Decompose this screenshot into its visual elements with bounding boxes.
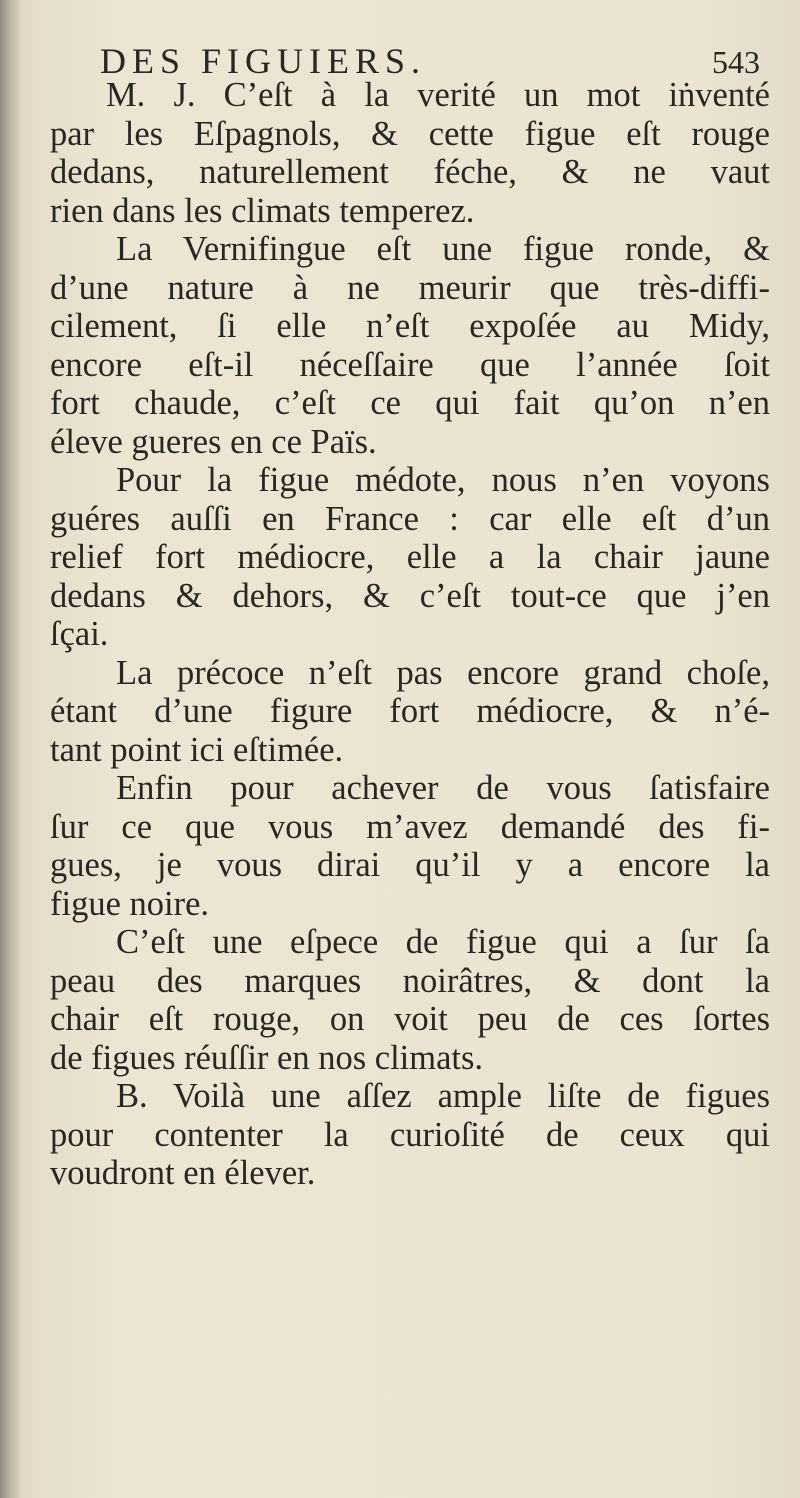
text-line: Pour la figue médote, nous n’en voyons: [116, 461, 770, 499]
text-line: cilement, ſi elle n’eſt expoſée au Midy,: [50, 307, 770, 345]
text-line: dedans, naturellement féche, & ne vaut: [50, 153, 770, 191]
text-line: pour contenter la curioſité de ceux qui: [50, 1115, 770, 1154]
text-line: figue noire.: [50, 884, 210, 923]
page-gutter-shadow: [0, 0, 22, 1498]
text-line: dedans & dehors, & c’eſt tout-ce que j’en: [50, 576, 770, 615]
text-line: C’eſt une eſpece de figue qui a ſur ſa: [116, 923, 770, 961]
text-line: Enfin pour achever de vous ſatisfaire: [116, 769, 770, 807]
text-line: gues, je vous dirai qu’il y a encore la: [50, 846, 770, 884]
text-line: M. J. C’eſt à la verité un mot iṅventé: [106, 76, 770, 114]
text-line: voudront en élever.: [50, 1154, 316, 1192]
text-line: par les Eſpagnols, & cette figue eſt rouge: [50, 114, 770, 153]
text-line: éleve gueres en ce Païs.: [50, 422, 377, 461]
body-text: [50, 76, 770, 1193]
text-line: La Vernifingue eſt une figue ronde, &: [116, 230, 770, 268]
text-line: d’une nature à ne meurir que très-diffi-: [50, 268, 770, 307]
page-number: 543: [712, 44, 760, 80]
text-line: ſçai.: [50, 615, 109, 653]
text-line: ſur ce que vous m’avez demandé des fi-: [50, 807, 770, 846]
text-line: relief fort médiocre, elle a la chair jaune: [50, 538, 770, 576]
running-head-title: DES FIGUIERS.: [100, 41, 427, 81]
text-line: fort chaude, c’eſt ce qui fait qu’on n’en: [50, 384, 770, 422]
text-line: rien dans les climats temperez.: [50, 191, 475, 230]
text-line: B. Voilà une aſſez ample liſte de figues: [116, 1077, 770, 1115]
text-line: encore eſt-il néceſſaire que l’année ſoit: [50, 345, 770, 384]
text-line: chair eſt rouge, on voit peu de ces ſortes: [50, 1000, 770, 1038]
text-line: de figues réuſſir en nos climats.: [50, 1038, 484, 1077]
text-line: guéres auſſi en France : car elle eſt d’un: [50, 499, 770, 538]
text-line: peau des marques noirâtres, & dont la: [50, 961, 770, 1000]
text-line: La précoce n’eſt pas encore grand choſe,: [116, 653, 770, 692]
text-line: tant point ici eſtimée.: [50, 730, 344, 769]
text-line: étant d’une figure fort médiocre, & n’é-: [50, 692, 770, 730]
